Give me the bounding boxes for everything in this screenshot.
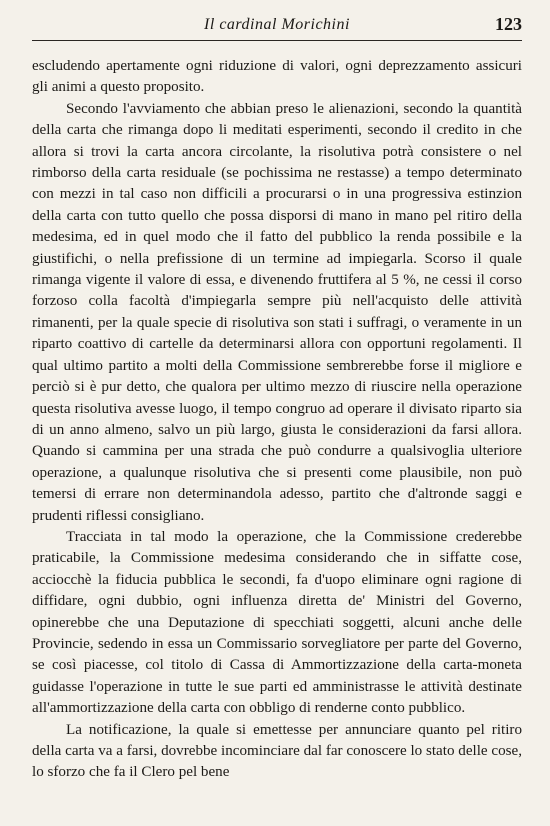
body-text <box>32 56 522 784</box>
paragraph-continuation: escludendo apertamente ogni riduzione di valori, ogni deprezzamento assicuri gli animi a questo proposito. <box>32 58 522 96</box>
page-header <box>32 14 522 41</box>
paragraph: Secondo l'avviamento che abbian preso le alienazioni, secondo la quantità della carta che rimanga dopo li meditati esperimenti, secondo il credito in che allora si trovi la carta ancora circolante, la risolutiva potrà consistere o nel rimborso della carta residuale (se pochissima ne restasse) a tempo determinato con mezzi in tal caso non difficili a procurarsi o in una progressiva estinzion della carta con tutto quello che possa disporsi di mano in mano pel ritiro della medesima, ed in quel modo che il fatto del pubblico la renda possibile e la giustifichi, o nella prefissione di un termine ad impiegarla. Scorso il quale rimanga vigente il valore di essa, e divenendo fruttifera al 5 %, ne cessi il corso forzoso colla facoltà d'impiegarla sempre più nell'acquisto delle attività rimanenti, per la quale specie di risolutiva son stati i suffragi, o veramente in un riparto coattivo di cartelle da determinarsi allora con opportuni regolamenti. Il qual ultimo partito a molti della Commissione sembrerebbe forse il migliore e perciò si è pur detto, che qualora per ultimo mezzo di riuscire nella operazione questa risolutiva avesse luogo, il tempo congruo ad operare il divisato riparto sia di un anno almeno, salvo un più largo, giusta le considerazioni da farsi allora. Quando si cammina per una strada che può condurre a qualsivoglia ulteriore operazione, a qualunque risolutiva che si presenti come plausibile, non può temersi di errare non determinandola adesso, partito che d'altronde saggi e prudenti riflessi consigliano. <box>32 100 522 524</box>
page-number: 123 <box>495 14 522 34</box>
running-title: Il cardinal Morichini <box>204 16 350 33</box>
paragraph: La notificazione, la quale si emettesse per annunciare quanto pel ritiro della carta va a farsi, dovrebbe incominciare dal far conoscere lo stato delle cose, lo sforzo che fa il Clero pel bene <box>32 721 522 781</box>
paragraph: Tracciata in tal modo la operazione, che la Commissione crederebbe praticabile, la Commissione medesima considerando che in siffatte cose, acciocchè la fiducia pubblica le secondi, fa d'uopo eliminare ogni ragione di diffidare, ogni dubbio, ogni influenza diretta de' Ministri del Governo, opinerebbe che una Deputazione di specchiati soggetti, alcuni anche delle Provincie, sedendo in essa un Commissario sorvegliatore per parte del Governo, se così piacesse, col titolo di Cassa di Ammortizzazione della carta-moneta guidasse l'operazione in tutte le sue parti ed amministrasse le attività destinate all'ammortizzazione della carta con obbligo di renderne conto pubblico. <box>32 528 522 717</box>
